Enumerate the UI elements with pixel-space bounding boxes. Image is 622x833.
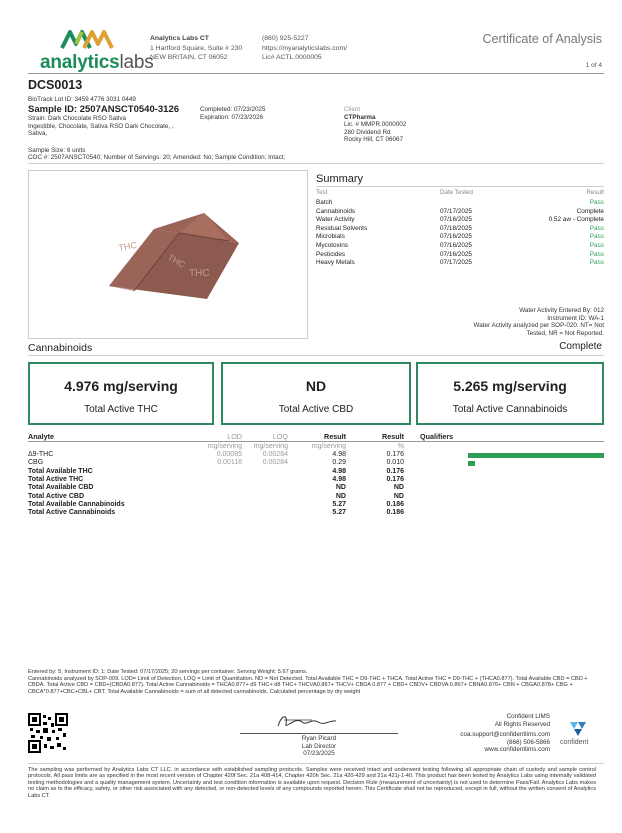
unit-result-mg: mg/serving bbox=[311, 443, 346, 450]
summary-row: Residual Solvents 07/18/2025 Pass bbox=[316, 224, 604, 232]
summary-table bbox=[316, 199, 604, 268]
summary-row: Heavy Metals 07/17/2025 Pass bbox=[316, 259, 604, 267]
confident-lims-info: Confident LIMS All Rights Reserved coa.support@confidentlims.com (866) 506-5866 www.confidentlims.com bbox=[460, 713, 550, 753]
signatory-name: Ryan Picard bbox=[301, 735, 337, 742]
analyte-result-mg: 0.29 bbox=[332, 459, 346, 467]
product-photo bbox=[28, 170, 308, 339]
signature-line bbox=[240, 733, 398, 734]
analyte-result-mg: 5.27 bbox=[332, 500, 346, 508]
summary-col-test: Test bbox=[316, 189, 328, 196]
cannabinoids-status: Complete bbox=[559, 341, 602, 352]
summary-row: Microbials 07/16/2025 Pass bbox=[316, 233, 604, 241]
summary-title: Summary bbox=[316, 173, 364, 185]
total-active-cannabinoids-label: Total Active Cannabinoids bbox=[452, 404, 568, 415]
analyte-result-pct: 0.176 bbox=[386, 467, 404, 475]
cannabinoids-title: Cannabinoids bbox=[28, 342, 93, 354]
analyte-lod: 0.00116 bbox=[217, 459, 242, 467]
disclaimer: The sampling was performed by Analytics Labs CT LLC. in accordance with established sampling protocols. Samples were received intact and underwent testing following all appropriate chain of custody and sample control protocols. All pass limits are as specified in the most recent version of Chapter 420f Sec. 21a 408-414, Chapter 420h Sec. 21a 420-429 and 21a 421j-1-40. This product has been tested by Analytics Labs using internally validated testing methodologies and a quality management system. Uncertainty and test condition information is available upon request. Decision Rule (measurement of uncertainty) is not used to determine Pass/Fail. Analytics Labs makes no claim as to the efficacy, safety, or other risk associated with any detected, or non-detected levels of any compounds reported herein. This Certificate shall not be reproduced, except in full, without the written consent of Analytics Labs CT. bbox=[28, 767, 596, 799]
total-active-cannabinoids-box bbox=[416, 362, 604, 425]
client-name: CTPharma bbox=[344, 113, 376, 121]
svg-text:THC: THC bbox=[166, 252, 188, 270]
lab-address-1: 1 Hartford Square, Suite # 230 bbox=[150, 44, 243, 52]
sample-size: Sample Size: 6 units bbox=[28, 147, 86, 154]
analyte-result-pct: 0.010 bbox=[386, 459, 404, 467]
analyte-result-mg: ND bbox=[335, 484, 346, 492]
analyte-result-mg: ND bbox=[335, 492, 346, 500]
qualifier-bar bbox=[468, 453, 604, 458]
matrix: Ingestible, Chocolate, Sativa RSO Dark Chocolate, , bbox=[28, 122, 174, 130]
analyte-loq: 0.00284 bbox=[262, 459, 288, 467]
signatory bbox=[240, 735, 398, 758]
lab-website[interactable]: https://myanalyticslabs.com/ bbox=[262, 44, 347, 52]
analyte-result-mg: 4.98 bbox=[332, 467, 346, 475]
client-address-1: 280 Dividend Rd bbox=[344, 128, 391, 136]
table-header-divider bbox=[28, 441, 604, 442]
page-number: 1 of 4 bbox=[585, 62, 602, 69]
client-license: Lic. # MMPR.0000002 bbox=[344, 121, 407, 128]
summary-col-date: Date Tested bbox=[440, 189, 473, 196]
client-address-2: Rocky Hill, CT 06067 bbox=[344, 136, 404, 143]
chocolate-bar-image bbox=[29, 171, 307, 338]
total-active-cbd-label: Total Active CBD bbox=[278, 404, 354, 415]
expiration-date: Expiration: 07/23/2026 bbox=[200, 113, 264, 121]
qr-code-icon bbox=[28, 713, 68, 753]
sample-details bbox=[28, 115, 174, 138]
total-active-cbd-box bbox=[221, 362, 411, 425]
signatory-date: 07/23/2025 bbox=[303, 750, 335, 757]
analyte-name: Total Active THC bbox=[28, 475, 84, 483]
summary-row: Batch Pass bbox=[316, 199, 604, 206]
confident-brand: confident bbox=[560, 739, 589, 746]
lab-contact bbox=[262, 34, 347, 63]
col-qualifiers: Qualifiers bbox=[420, 432, 454, 441]
sample-code: DCS0013 bbox=[28, 78, 83, 92]
summary-divider bbox=[316, 186, 604, 187]
analyte-result-pct: 0.176 bbox=[386, 451, 404, 458]
water-activity-note: Water Activity Entered By: 012 Instrument ID: WA-1 Water Activity analyzed per SOP-020. NT= Not Tested, NR = Not Reported. bbox=[473, 307, 604, 337]
completed-date: Completed: 07/23/2025 bbox=[200, 106, 266, 113]
header-divider bbox=[28, 73, 604, 74]
analyte-lod: 0.00085 bbox=[216, 451, 242, 458]
doc-title: Certificate of Analysis bbox=[482, 32, 602, 46]
total-active-cbd-value: ND bbox=[305, 378, 327, 394]
lab-phone: (860) 925-5227 bbox=[262, 35, 309, 42]
total-active-cannabinoids-value: 5.265 mg/serving bbox=[453, 378, 567, 394]
col-result-mg: Result bbox=[324, 432, 346, 441]
analyte-name: Δ9-THC bbox=[28, 451, 54, 458]
analyte-result-pct: 0.186 bbox=[386, 500, 404, 508]
sample-divider bbox=[28, 163, 604, 164]
logo-wordmark: analyticslabs bbox=[40, 52, 154, 73]
analyte-result-mg: 4.98 bbox=[332, 475, 346, 483]
summary-row: Mycotoxins 07/16/2025 Pass bbox=[316, 241, 604, 249]
analyte-result-pct: ND bbox=[393, 492, 404, 500]
analyte-name: Total Available THC bbox=[28, 467, 93, 475]
total-active-thc-box bbox=[28, 362, 214, 425]
col-loq: LOQ bbox=[272, 432, 288, 441]
analysis-footnotes: Entered by: 5; Instrument ID: 1; Date Tested: 07/17/2025; 20 servings per container. Serving Weight: 5.67 grams. Cannabinoids analyzed by SOP-009. LOD= Limit of Detection, LOQ = Limit of Quantitation. ND = Not Detected. Total Available THC = D9-THC + THCA. Total Active THC = D9-THC + (THCA0.877). Total Available CBD = CBD + CBDA. Total Active CBD = CBD+(CBDA0.877). Total Active Cannabinoids = THCA0.877+ d9 THC+ d8 THC+ THCVA0.867+ THCV+ CBDA 0.877 + CBD+ CBDV+ CBDVA 0.867+ CBNA0.876+ CBN + CBGA0.878+ CBG + CBCA*0.877+CBC+CBL+ CBT. Total Available Cannabinoids = sum of all detected cannabinoids. Calculated percentage by dry weight bbox=[28, 669, 588, 695]
analyte-result-pct: ND bbox=[393, 484, 404, 492]
lab-info bbox=[150, 34, 242, 63]
unit-loq: mg/serving bbox=[253, 443, 288, 450]
strain: Strain: Dark Chocolate RSO Sativa bbox=[28, 115, 126, 122]
lab-name: Analytics Labs CT bbox=[150, 35, 209, 42]
summary-row: Pesticides 07/16/2025 Pass bbox=[316, 250, 604, 258]
total-active-thc-value: 4.976 mg/serving bbox=[64, 378, 178, 394]
analyte-result-pct: 0.186 bbox=[386, 509, 404, 517]
svg-text:THC: THC bbox=[189, 268, 210, 279]
sample-id: Sample ID: 2507ANSCT0540-3126 bbox=[28, 104, 180, 115]
total-active-thc-label: Total Active THC bbox=[84, 404, 158, 415]
footer-divider bbox=[28, 763, 604, 764]
sample-dates bbox=[200, 106, 265, 121]
client-label: Client bbox=[344, 106, 361, 113]
confident-logo-icon bbox=[566, 720, 590, 738]
analyte-result-mg: 5.27 bbox=[332, 509, 346, 517]
summary-row: Water Activity 07/16/2025 0.52 aw - Complete bbox=[316, 216, 604, 224]
lab-license: Lic# ACTL.0000005 bbox=[262, 54, 322, 61]
analytics-labs-logo-icon bbox=[60, 28, 116, 50]
analyte-result-pct: 0.176 bbox=[386, 475, 404, 483]
analyte-name: Total Active Cannabinoids bbox=[28, 509, 116, 517]
cannabinoids-divider bbox=[28, 355, 604, 356]
col-result-pct: Result bbox=[382, 432, 404, 441]
analyte-name: Total Available Cannabinoids bbox=[28, 500, 125, 508]
unit-lod: mg/serving bbox=[207, 443, 242, 450]
lab-address-2: NEW BRITAIN, CT 06052 bbox=[150, 54, 228, 61]
summary-row: Cannabinoids 07/17/2025 Complete bbox=[316, 207, 604, 215]
col-analyte: Analyte bbox=[28, 432, 54, 441]
signature-icon bbox=[272, 712, 342, 732]
analyte-name: CBG bbox=[28, 459, 44, 467]
svg-text:THC: THC bbox=[117, 239, 138, 253]
biotrack-id: BioTrack Lot ID: 3459 4776 3031 0449 bbox=[28, 96, 136, 103]
client-info bbox=[344, 106, 406, 144]
analyte-loq: 0.00284 bbox=[262, 451, 288, 458]
analyte-name: Total Active CBD bbox=[28, 492, 85, 500]
analyte-name: Total Available CBD bbox=[28, 484, 94, 492]
summary-col-result: Result bbox=[586, 189, 604, 196]
coc-info: COC #: 2507ANSCT0540; Number of Servings: 20; Amended: No; Sample Condition: Intact; bbox=[28, 154, 286, 161]
col-lod: LOD bbox=[227, 432, 242, 441]
sample-type: Sativa, bbox=[28, 130, 48, 137]
signatory-title: Lab Director bbox=[301, 742, 337, 750]
unit-result-pct: % bbox=[397, 443, 404, 450]
qualifier-bar bbox=[468, 461, 475, 466]
analyte-result-mg: 4.98 bbox=[332, 451, 346, 458]
